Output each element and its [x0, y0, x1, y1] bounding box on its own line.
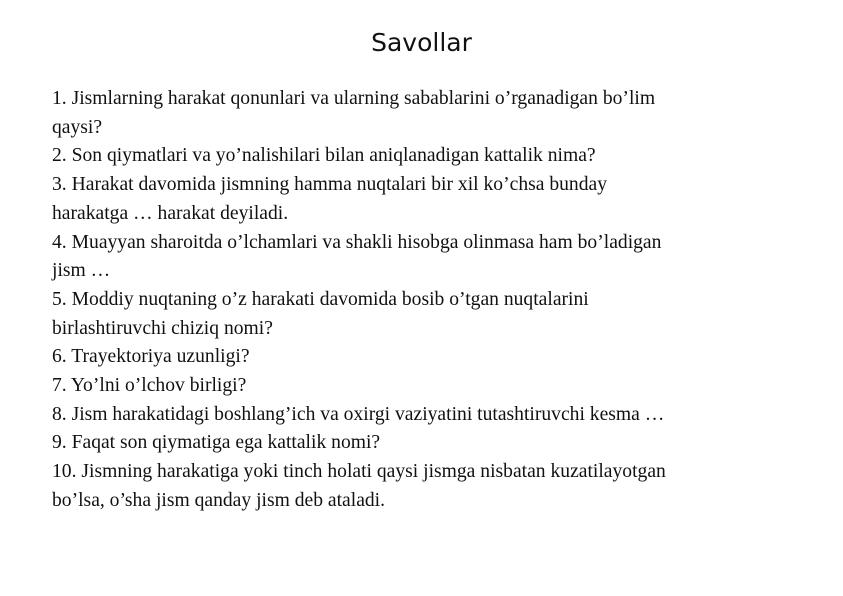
question-line: bo’lsa, o’sha jism qanday jism deb ataladi.: [52, 489, 386, 511]
question-line: jism …: [52, 260, 111, 282]
question-line: 8. Jism harakatidagi boshlang’ich va oxirgi vaziyatini tutashtiruvchi kesma …: [52, 403, 665, 425]
question-item: [52, 372, 832, 401]
question-line: 10. Jismning harakatiga yoki tinch holati qaysi jismga nisbatan kuzatilayotgan: [52, 461, 666, 483]
question-line: birlashtiruvchi chiziq nomi?: [52, 317, 273, 339]
question-item: [52, 142, 832, 171]
question-item: [52, 229, 832, 286]
question-line: 7. Yo’lni o’lchov birligi?: [52, 375, 247, 397]
question-item: [52, 429, 832, 458]
question-line: 3. Harakat davomida jismning hamma nuqtalari bir xil ko’chsa bunday: [52, 174, 608, 196]
question-line: 1. Jismlarning harakat qonunlari va ularning sabablarini o’rganadigan bo’lim: [52, 88, 656, 109]
slide-title: Savollar: [371, 28, 472, 57]
question-line: qaysi?: [52, 116, 103, 138]
question-line: 6. Trayektoriya uzunligi?: [52, 346, 250, 368]
question-item: [52, 458, 832, 515]
question-line: 5. Moddiy nuqtaning o’z harakati davomida bosib o’tgan nuqtalarini: [52, 288, 589, 310]
question-line: harakatga … harakat deyiladi.: [52, 202, 289, 224]
question-item: [52, 286, 832, 343]
question-list: [52, 85, 832, 516]
question-line: 9. Faqat son qiymatiga ega kattalik nomi?: [52, 432, 381, 454]
question-line: 4. Muayyan sharoitda o’lchamlari va shakli hisobga olinmasa ham bo’ladigan: [52, 231, 662, 253]
question-item: [52, 401, 832, 430]
question-item: [52, 343, 832, 372]
question-item: [52, 85, 832, 142]
question-line: 2. Son qiymatlari va yo’nalishilari bilan aniqlanadigan kattalik nima?: [52, 145, 596, 167]
question-item: [52, 171, 832, 228]
